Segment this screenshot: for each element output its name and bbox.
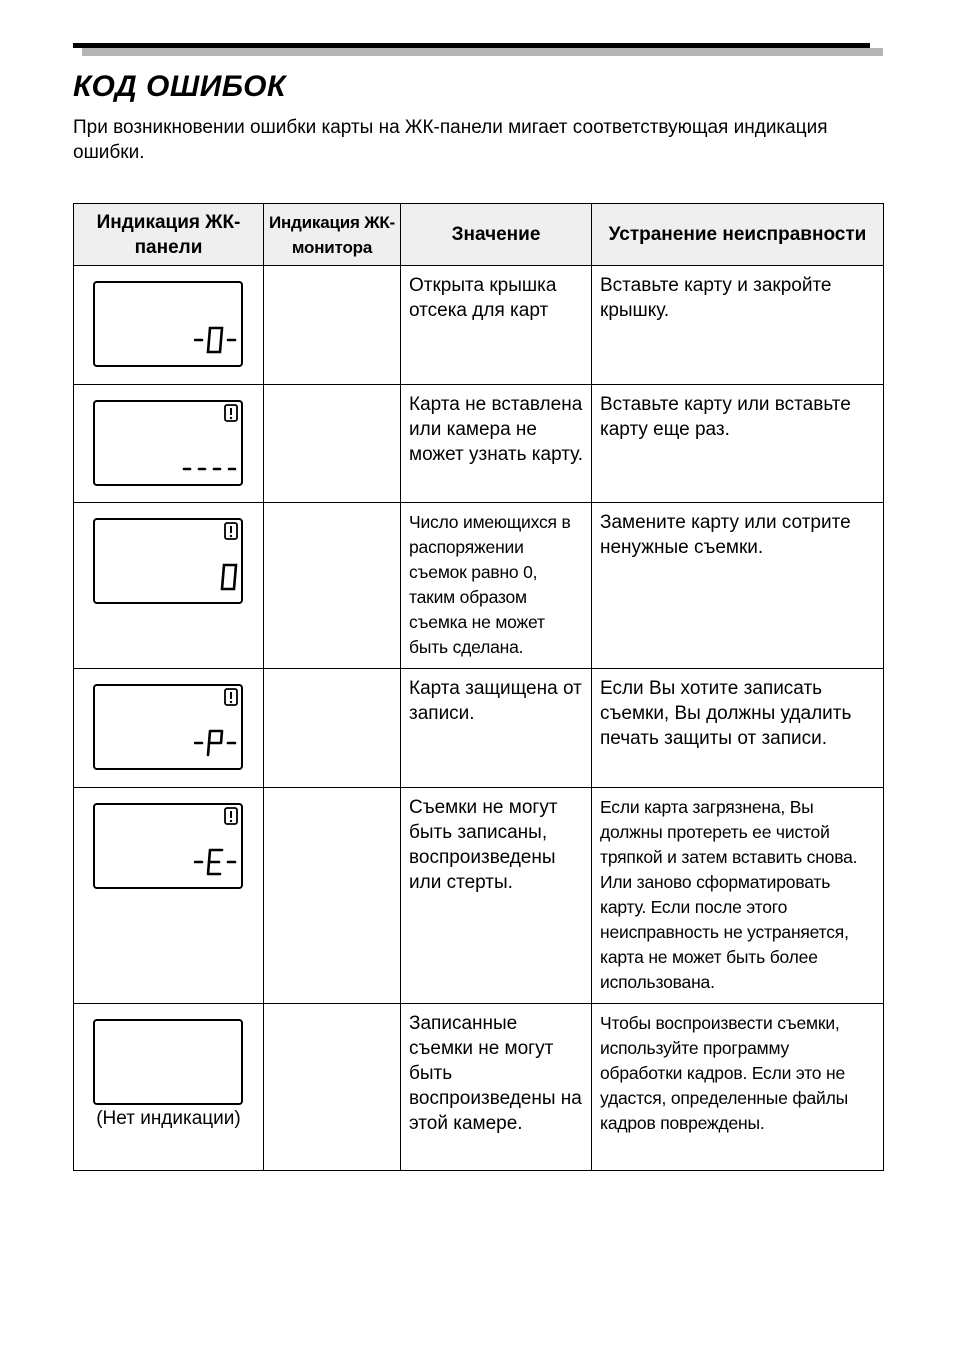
header-remedy: Устранение неисправности xyxy=(592,204,884,266)
remedy-cell: Вставьте карту и закройте крышку. xyxy=(592,266,884,385)
lcd-display xyxy=(93,518,243,604)
header-rule-gray xyxy=(82,48,883,56)
lcd-display xyxy=(93,281,243,367)
lcd-display xyxy=(93,803,243,889)
table-row xyxy=(74,669,884,788)
page-title: КОД ОШИБОК xyxy=(73,70,286,103)
lcd-panel-cell xyxy=(74,1004,264,1171)
lcd-panel-cell xyxy=(74,788,264,1004)
lcd-code-dash-p-dash xyxy=(194,728,238,758)
lcd-panel-cell xyxy=(74,385,264,503)
table-row xyxy=(74,503,884,669)
intro-text: При возникновении ошибки карты на ЖК-панели мигает соответствующая индикация ошибки. xyxy=(73,117,828,163)
card-warning-icon xyxy=(224,404,238,422)
lcd-display xyxy=(93,400,243,486)
meaning-cell: Число имеющихся в распоряжении съемок равно 0, таким образом съемка не может быть сделана. xyxy=(401,503,592,669)
remedy-cell: Если Вы хотите записать съемки, Вы должны удалить печать защиты от записи. xyxy=(592,669,884,788)
lcd-monitor-cell xyxy=(264,1004,401,1171)
meaning-cell: Карта не вставлена или камера не может узнать карту. xyxy=(401,385,592,503)
meaning-cell: Карта защищена от записи. xyxy=(401,669,592,788)
remedy-cell: Вставьте карту или вставьте карту еще раз. xyxy=(592,385,884,503)
header-lcd-monitor: Индикация ЖК-монитора xyxy=(264,204,401,266)
lcd-monitor-cell xyxy=(264,788,401,1004)
lcd-code-dash-zero-dash xyxy=(194,325,238,355)
remedy-cell: Если карта загрязнена, Вы должны протереть ее чистой тряпкой и затем вставить снова. Или заново сформатировать карту. Если после этого неисправность не устраняется, карта не может быть более использована. xyxy=(592,788,884,1004)
remedy-cell: Замените карту или сотрите ненужные съемки. xyxy=(592,503,884,669)
lcd-monitor-cell xyxy=(264,503,401,669)
lcd-monitor-cell xyxy=(264,669,401,788)
no-indication-label: (Нет индикации) xyxy=(96,1108,241,1129)
lcd-panel-cell xyxy=(74,669,264,788)
card-warning-icon xyxy=(224,807,238,825)
header-meaning: Значение xyxy=(401,204,592,266)
lcd-code-dash-e-dash xyxy=(194,847,238,877)
lcd-display xyxy=(93,684,243,770)
lcd-code-zero xyxy=(220,562,238,592)
table-row xyxy=(74,788,884,1004)
table-row xyxy=(74,1004,884,1171)
table-header-row xyxy=(74,204,884,266)
error-codes-table xyxy=(73,203,884,1171)
lcd-monitor-cell xyxy=(264,385,401,503)
lcd-monitor-cell xyxy=(264,266,401,385)
header-lcd-panel: Индикация ЖК-панели xyxy=(74,204,264,266)
card-warning-icon xyxy=(224,522,238,540)
table-row xyxy=(74,266,884,385)
lcd-panel-cell xyxy=(74,503,264,669)
lcd-panel-cell xyxy=(74,266,264,385)
remedy-cell: Чтобы воспроизвести съемки, используйте программу обработки кадров. Если это не удастся, определенные файлы кадров повреждены. xyxy=(592,1004,884,1171)
table-row xyxy=(74,385,884,503)
meaning-cell: Записанные съемки не могут быть воспроизведены на этой камере. xyxy=(401,1004,592,1171)
meaning-cell: Съемки не могут быть записаны, воспроизведены или стерты. xyxy=(401,788,592,1004)
lcd-code-four-dashes xyxy=(182,464,238,474)
lcd-display-blank xyxy=(93,1019,243,1105)
card-warning-icon xyxy=(224,688,238,706)
meaning-cell: Открыта крышка отсека для карт xyxy=(401,266,592,385)
